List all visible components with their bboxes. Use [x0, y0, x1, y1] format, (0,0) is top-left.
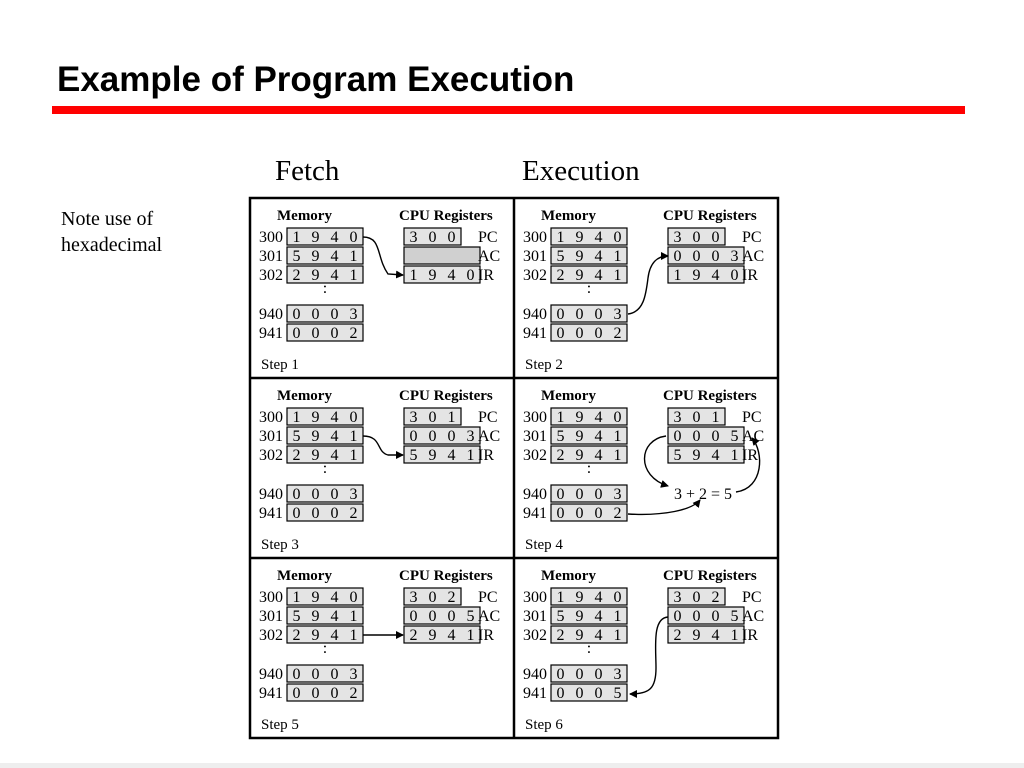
- memory-cell-301-digit: 4: [330, 608, 339, 625]
- register-pc-digit: 0: [428, 589, 437, 606]
- memory-cell-302-digit: 4: [594, 267, 603, 284]
- memory-cell-302-digit: 9: [311, 447, 320, 464]
- register-pc-digit: 3: [409, 409, 418, 426]
- memory-cell-301-digit: 5: [292, 428, 301, 445]
- memory-cell-300-digit: 0: [349, 409, 358, 426]
- memory-cell-300-digit: 4: [330, 229, 339, 246]
- memory-cell-941-digit: 0: [292, 505, 301, 522]
- memory-cell-941-digit: 0: [330, 325, 339, 342]
- memory-cell-302-digit: 4: [594, 447, 603, 464]
- memory-address-label: 941: [523, 685, 547, 702]
- memory-cell-940-digit: 3: [349, 486, 358, 503]
- step-label: Step 6: [525, 717, 563, 733]
- register-ac-digit: 0: [447, 608, 456, 625]
- memory-address-label: 300: [523, 589, 547, 606]
- memory-cell-302-digit: 1: [349, 447, 358, 464]
- memory-address-label: 300: [523, 409, 547, 426]
- memory-cell-302-digit: 2: [556, 447, 565, 464]
- memory-cell-941-digit: 0: [292, 685, 301, 702]
- memory-address-label: 300: [259, 409, 283, 426]
- note-line-1: Note use of: [61, 208, 154, 230]
- memory-cell-302-digit: 9: [311, 267, 320, 284]
- memory-cell-940-digit: 3: [613, 306, 622, 323]
- memory-address-label: 302: [259, 627, 283, 644]
- memory-cell-302-digit: 9: [575, 447, 584, 464]
- memory-address-label: 301: [523, 248, 547, 265]
- memory-address-label: 302: [523, 627, 547, 644]
- memory-cell-302-digit: 9: [575, 627, 584, 644]
- register-ir-digit: 2: [673, 627, 682, 644]
- memory-heading: Memory: [541, 208, 596, 224]
- memory-cell-301-digit: 1: [613, 608, 622, 625]
- memory-cell-301-digit: 5: [292, 608, 301, 625]
- memory-cell-301-digit: 4: [594, 248, 603, 265]
- memory-cell-940-digit: 0: [292, 486, 301, 503]
- memory-cell-302-digit: 2: [292, 627, 301, 644]
- register-name-label: PC: [478, 589, 498, 606]
- memory-address-label: 941: [259, 505, 283, 522]
- register-ac-digit: 5: [730, 608, 739, 625]
- memory-address-label: 940: [523, 666, 547, 683]
- memory-cell-302-digit: 1: [349, 267, 358, 284]
- memory-cell-941-digit: 2: [349, 325, 358, 342]
- memory-cell-302-digit: 9: [311, 627, 320, 644]
- memory-cell-941-digit: 0: [594, 325, 603, 342]
- memory-cell-941-digit: 0: [311, 505, 320, 522]
- memory-cell-300-digit: 0: [349, 229, 358, 246]
- memory-cell-300-digit: 1: [556, 409, 565, 426]
- register-ac-digit: 3: [466, 428, 475, 445]
- memory-cell-300-digit: 1: [556, 229, 565, 246]
- register-ir-digit: 4: [711, 267, 720, 284]
- register-pc-digit: 3: [673, 229, 682, 246]
- memory-cell-941-digit: 0: [594, 685, 603, 702]
- register-ir-digit: 0: [730, 267, 739, 284]
- register-ir-digit: 9: [428, 267, 437, 284]
- register-name-label: AC: [478, 608, 501, 625]
- memory-cell-941-digit: 0: [292, 325, 301, 342]
- register-ir-digit: 9: [692, 267, 701, 284]
- register-name-label: AC: [742, 608, 765, 625]
- register-pc-digit: 1: [711, 409, 720, 426]
- memory-cell-300-digit: 4: [330, 409, 339, 426]
- memory-address-label: 300: [259, 229, 283, 246]
- memory-address-label: 300: [259, 589, 283, 606]
- memory-cell-302-digit: 1: [613, 627, 622, 644]
- register-pc-digit: 3: [673, 589, 682, 606]
- memory-cell-302-digit: 4: [330, 447, 339, 464]
- memory-cell-300-digit: 4: [330, 589, 339, 606]
- register-ac-digit: 5: [466, 608, 475, 625]
- memory-cell-940-digit: 0: [330, 306, 339, 323]
- memory-ellipsis: :: [322, 640, 328, 657]
- step-panel-3: [259, 388, 500, 553]
- register-pc-digit: 3: [409, 589, 418, 606]
- memory-cell-301-digit: 5: [556, 248, 565, 265]
- memory-cell-941-digit: 0: [575, 325, 584, 342]
- register-ir-digit: 0: [466, 267, 475, 284]
- register-pc-digit: 0: [447, 229, 456, 246]
- memory-ellipsis: :: [586, 280, 592, 297]
- register-name-label: PC: [742, 589, 762, 606]
- register-ir-digit: 1: [730, 627, 739, 644]
- load-arrow-step-2: [628, 256, 668, 314]
- step-label: Step 2: [525, 357, 563, 373]
- cpu-registers-heading: CPU Registers: [663, 388, 757, 404]
- memory-cell-301-digit: 5: [556, 428, 565, 445]
- memory-address-label: 940: [259, 306, 283, 323]
- register-ac-digit: 0: [711, 248, 720, 265]
- memory-cell-300-digit: 1: [556, 589, 565, 606]
- memory-cell-940-digit: 3: [613, 486, 622, 503]
- memory-cell-300-digit: 0: [613, 229, 622, 246]
- memory-cell-940-digit: 0: [330, 486, 339, 503]
- memory-ellipsis: :: [586, 640, 592, 657]
- memory-cell-940-digit: 3: [613, 666, 622, 683]
- step-panel-1: [259, 208, 500, 373]
- memory-cell-301-digit: 5: [556, 608, 565, 625]
- register-name-label: IR: [742, 267, 758, 284]
- register-pc-digit: 2: [711, 589, 720, 606]
- register-ac-digit: 0: [711, 608, 720, 625]
- register-name-label: IR: [742, 447, 758, 464]
- memory-cell-940-digit: 0: [594, 666, 603, 683]
- register-pc-digit: 0: [428, 229, 437, 246]
- register-ac-digit: 0: [692, 428, 701, 445]
- register-name-label: AC: [742, 428, 765, 445]
- register-ac-digit: 0: [428, 608, 437, 625]
- memory-cell-940-digit: 0: [311, 306, 320, 323]
- register-name-label: PC: [742, 409, 762, 426]
- memory-cell-941-digit: 0: [575, 505, 584, 522]
- memory-heading: Memory: [277, 388, 332, 404]
- memory-address-label: 940: [523, 486, 547, 503]
- register-ir-digit: 9: [692, 627, 701, 644]
- memory-cell-940-digit: 0: [575, 666, 584, 683]
- memory-address-label: 301: [259, 428, 283, 445]
- memory-heading: Memory: [277, 568, 332, 584]
- memory-cell-941-digit: 2: [349, 505, 358, 522]
- cpu-registers-heading: CPU Registers: [399, 388, 493, 404]
- register-ac-digit: 0: [409, 428, 418, 445]
- memory-address-label: 941: [259, 685, 283, 702]
- memory-address-label: 302: [259, 267, 283, 284]
- memory-cell-302-digit: 4: [330, 267, 339, 284]
- memory-cell-300-digit: 9: [311, 229, 320, 246]
- memory-cell-301-digit: 9: [311, 428, 320, 445]
- memory-cell-300-digit: 1: [292, 589, 301, 606]
- memory-cell-300-digit: 4: [594, 229, 603, 246]
- register-ir-digit: 4: [447, 447, 456, 464]
- register-ac-digit: 0: [447, 428, 456, 445]
- memory-cell-941-digit: 5: [613, 685, 622, 702]
- register-pc-digit: 0: [711, 229, 720, 246]
- memory-cell-941-digit: 0: [556, 325, 565, 342]
- register-ac-digit: 0: [673, 608, 682, 625]
- footer-rule: [0, 763, 1024, 768]
- memory-cell-300-digit: 0: [349, 589, 358, 606]
- register-ir-digit: 1: [466, 447, 475, 464]
- step-panel-4: [523, 388, 764, 553]
- register-name-label: PC: [478, 229, 498, 246]
- operand-arrow-step-4: [645, 436, 669, 486]
- register-pc-digit: 0: [428, 409, 437, 426]
- step-label: Step 4: [525, 537, 563, 553]
- cpu-registers-heading: CPU Registers: [399, 568, 493, 584]
- memory-cell-941-digit: 0: [311, 685, 320, 702]
- memory-cell-300-digit: 4: [594, 589, 603, 606]
- register-pc-digit: 0: [692, 409, 701, 426]
- memory-cell-940-digit: 0: [330, 666, 339, 683]
- memory-cell-941-digit: 2: [349, 685, 358, 702]
- memory-cell-302-digit: 1: [613, 267, 622, 284]
- register-name-label: AC: [478, 428, 501, 445]
- memory-cell-940-digit: 0: [556, 486, 565, 503]
- memory-cell-301-digit: 9: [575, 428, 584, 445]
- register-ir-digit: 2: [409, 627, 418, 644]
- register-pc-digit: 1: [447, 409, 456, 426]
- memory-cell-301-digit: 9: [311, 608, 320, 625]
- memory-cell-300-digit: 9: [311, 589, 320, 606]
- step-label: Step 3: [261, 537, 299, 553]
- memory-cell-941-digit: 0: [330, 685, 339, 702]
- memory-cell-300-digit: 0: [613, 589, 622, 606]
- register-pc-digit: 2: [447, 589, 456, 606]
- register-name-label: IR: [742, 627, 758, 644]
- register-ac-digit: 0: [428, 428, 437, 445]
- memory-address-label: 301: [259, 608, 283, 625]
- register-name-label: PC: [742, 229, 762, 246]
- memory-cell-301-digit: 4: [594, 608, 603, 625]
- cpu-registers-heading: CPU Registers: [663, 208, 757, 224]
- memory-cell-301-digit: 9: [575, 248, 584, 265]
- register-ir-digit: 9: [428, 627, 437, 644]
- memory-cell-301-digit: 5: [292, 248, 301, 265]
- memory-cell-300-digit: 9: [575, 589, 584, 606]
- memory-cell-940-digit: 0: [594, 486, 603, 503]
- register-name-label: IR: [478, 267, 494, 284]
- register-pc-digit: 0: [692, 589, 701, 606]
- register-ac-digit: 0: [692, 248, 701, 265]
- memory-address-label: 941: [259, 325, 283, 342]
- register-ir-digit: 4: [711, 627, 720, 644]
- register-ac-digit: 5: [730, 428, 739, 445]
- memory-cell-302-digit: 2: [292, 447, 301, 464]
- memory-address-label: 302: [523, 447, 547, 464]
- memory-address-label: 301: [523, 428, 547, 445]
- memory-heading: Memory: [541, 568, 596, 584]
- memory-cell-302-digit: 9: [575, 267, 584, 284]
- memory-cell-940-digit: 3: [349, 666, 358, 683]
- memory-cell-301-digit: 1: [349, 428, 358, 445]
- fetch-arrow-step-1: [363, 237, 403, 275]
- memory-address-label: 300: [523, 229, 547, 246]
- memory-cell-940-digit: 0: [575, 486, 584, 503]
- step-panel-5: [259, 568, 500, 733]
- memory-cell-302-digit: 2: [556, 267, 565, 284]
- memory-cell-941-digit: 0: [556, 505, 565, 522]
- register-pc-digit: 3: [673, 409, 682, 426]
- memory-cell-301-digit: 1: [349, 608, 358, 625]
- memory-cell-301-digit: 9: [311, 248, 320, 265]
- memory-cell-940-digit: 0: [292, 306, 301, 323]
- memory-address-label: 940: [259, 486, 283, 503]
- register-ir-digit: 1: [730, 447, 739, 464]
- memory-cell-302-digit: 2: [556, 627, 565, 644]
- register-name-label: IR: [478, 627, 494, 644]
- memory-cell-940-digit: 3: [349, 306, 358, 323]
- execution-column-heading: Execution: [522, 155, 640, 187]
- memory-cell-940-digit: 0: [556, 666, 565, 683]
- memory-cell-301-digit: 9: [575, 608, 584, 625]
- memory-cell-940-digit: 0: [292, 666, 301, 683]
- addition-equation: 3 + 2 = 5: [674, 486, 733, 503]
- step-label: Step 5: [261, 717, 299, 733]
- memory-cell-940-digit: 0: [594, 306, 603, 323]
- register-ir-digit: 1: [409, 267, 418, 284]
- cpu-registers-heading: CPU Registers: [399, 208, 493, 224]
- memory-cell-940-digit: 0: [575, 306, 584, 323]
- register-name-label: IR: [478, 447, 494, 464]
- memory-address-label: 302: [259, 447, 283, 464]
- register-ac-digit: 0: [711, 428, 720, 445]
- memory-address-label: 940: [523, 306, 547, 323]
- memory-cell-300-digit: 0: [613, 409, 622, 426]
- memory-address-label: 302: [523, 267, 547, 284]
- register-ac-digit: 3: [730, 248, 739, 265]
- memory-cell-302-digit: 1: [349, 627, 358, 644]
- memory-cell-301-digit: 1: [349, 248, 358, 265]
- memory-ellipsis: :: [586, 460, 592, 477]
- memory-cell-300-digit: 9: [575, 409, 584, 426]
- register-ir-digit: 4: [711, 447, 720, 464]
- register-ac-digit: 0: [409, 608, 418, 625]
- register-name-label: AC: [742, 248, 765, 265]
- register-ac-box: [404, 247, 480, 264]
- fetch-arrow-step-3: [363, 436, 403, 455]
- memory-cell-941-digit: 0: [311, 325, 320, 342]
- memory-address-label: 941: [523, 325, 547, 342]
- memory-cell-301-digit: 1: [613, 248, 622, 265]
- memory-cell-301-digit: 4: [330, 248, 339, 265]
- memory-cell-301-digit: 4: [330, 428, 339, 445]
- register-ir-digit: 1: [466, 627, 475, 644]
- memory-cell-300-digit: 4: [594, 409, 603, 426]
- memory-cell-940-digit: 0: [556, 306, 565, 323]
- memory-cell-941-digit: 0: [556, 685, 565, 702]
- memory-cell-302-digit: 1: [613, 447, 622, 464]
- cpu-registers-heading: CPU Registers: [663, 568, 757, 584]
- register-ac-digit: 0: [692, 608, 701, 625]
- memory-ellipsis: :: [322, 460, 328, 477]
- memory-heading: Memory: [541, 388, 596, 404]
- register-ac-digit: 0: [673, 248, 682, 265]
- store-arrow-step-6: [630, 617, 668, 694]
- memory-address-label: 940: [259, 666, 283, 683]
- memory-cell-302-digit: 4: [594, 627, 603, 644]
- register-pc-digit: 0: [692, 229, 701, 246]
- step-panel-2: [523, 208, 764, 373]
- step-panel-6: [523, 568, 764, 733]
- memory-ellipsis: :: [322, 280, 328, 297]
- fetch-column-heading: Fetch: [275, 155, 340, 187]
- register-ir-digit: 9: [428, 447, 437, 464]
- register-name-label: PC: [478, 409, 498, 426]
- memory-cell-941-digit: 0: [594, 505, 603, 522]
- register-ir-digit: 5: [409, 447, 418, 464]
- register-name-label: AC: [478, 248, 501, 265]
- slide-title: Example of Program Execution: [57, 60, 575, 99]
- memory-cell-941-digit: 0: [330, 505, 339, 522]
- note-line-2: hexadecimal: [61, 234, 163, 256]
- memory-cell-300-digit: 9: [575, 229, 584, 246]
- memory-cell-941-digit: 0: [575, 685, 584, 702]
- memory-cell-300-digit: 9: [311, 409, 320, 426]
- memory-cell-301-digit: 4: [594, 428, 603, 445]
- memory-cell-941-digit: 2: [613, 505, 622, 522]
- register-ir-digit: 4: [447, 267, 456, 284]
- memory-cell-302-digit: 4: [330, 627, 339, 644]
- memory-cell-940-digit: 0: [311, 666, 320, 683]
- register-ir-digit: 9: [692, 447, 701, 464]
- memory-heading: Memory: [277, 208, 332, 224]
- step-label: Step 1: [261, 357, 299, 373]
- register-ir-digit: 4: [447, 627, 456, 644]
- memory-cell-301-digit: 1: [613, 428, 622, 445]
- memory-address-label: 301: [523, 608, 547, 625]
- memory-cell-941-digit: 2: [613, 325, 622, 342]
- register-ac-digit: 0: [673, 428, 682, 445]
- memory-cell-300-digit: 1: [292, 229, 301, 246]
- register-pc-digit: 3: [409, 229, 418, 246]
- memory-address-label: 941: [523, 505, 547, 522]
- memory-address-label: 301: [259, 248, 283, 265]
- register-ir-digit: 5: [673, 447, 682, 464]
- register-ir-digit: 1: [673, 267, 682, 284]
- memory-cell-940-digit: 0: [311, 486, 320, 503]
- memory-cell-302-digit: 2: [292, 267, 301, 284]
- memory-cell-300-digit: 1: [292, 409, 301, 426]
